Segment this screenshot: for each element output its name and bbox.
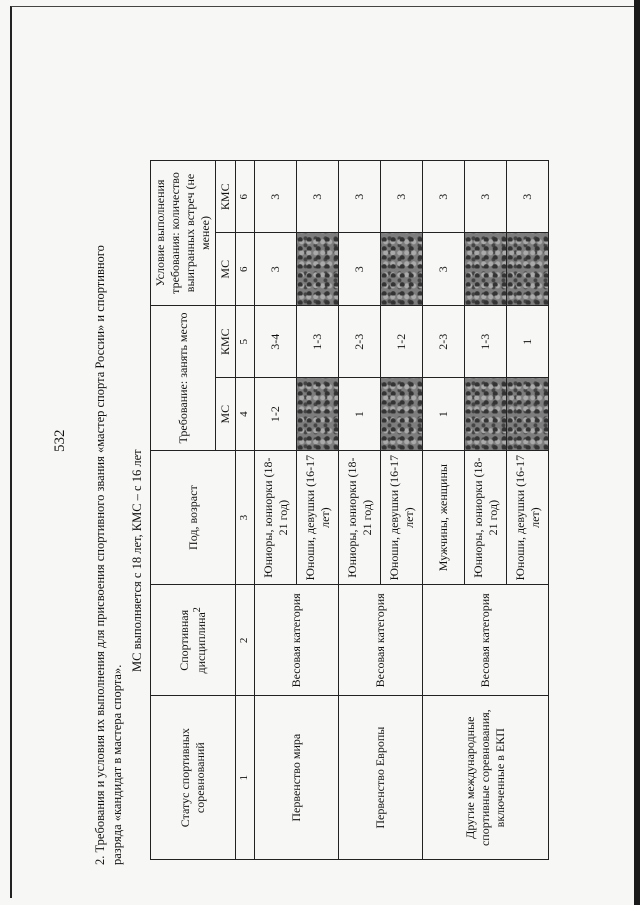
age-cell: Мужчины, женщины: [423, 450, 465, 584]
column-number-row: [236, 161, 255, 860]
place-ms-cell: 1-2: [255, 378, 297, 450]
wins-kms-cell: 3: [339, 161, 381, 234]
column-number: 6: [236, 161, 255, 234]
age-cell: Юноши, девушки (16-17 лет): [381, 450, 423, 584]
table-row: [423, 161, 465, 860]
wins-kms-cell: 3: [423, 161, 465, 234]
place-kms-cell: 1-3: [297, 305, 339, 377]
competition-status: Другие международные спортивные соревнования, включенные в ЕКП: [423, 696, 549, 860]
wins-kms-cell: 3: [465, 161, 507, 234]
requirements-table: [150, 160, 549, 860]
table-row: [255, 161, 297, 860]
age-cell: Юниоры, юниорки (18-21 год): [465, 450, 507, 584]
header-wins-kms: КМС: [216, 161, 236, 234]
wins-ms-cell: [297, 233, 339, 305]
wins-ms-cell: [465, 233, 507, 305]
header-place-ms: МС: [216, 378, 236, 450]
wins-ms-cell: 3: [423, 233, 465, 305]
column-number: 1: [236, 696, 255, 860]
wins-kms-cell: 3: [507, 161, 549, 234]
age-note: МС выполняется с 18 лет, КМС – с 16 лет: [130, 449, 144, 672]
wins-kms-cell: 3: [297, 161, 339, 234]
place-ms-cell: 1: [339, 378, 381, 450]
place-kms-cell: 2-3: [423, 305, 465, 377]
age-cell: Юноши, девушки (16-17 лет): [297, 450, 339, 584]
column-number: 4: [236, 378, 255, 450]
header-wins-ms: МС: [216, 233, 236, 305]
place-ms-cell: [507, 378, 549, 450]
discipline-cell: Весовая категория: [255, 585, 339, 696]
place-ms-cell: 1: [423, 378, 465, 450]
header-status: Статус спортивных соревнований: [151, 696, 236, 860]
wins-ms-cell: 3: [255, 233, 297, 305]
wins-kms-cell: 3: [255, 161, 297, 234]
caption-line-1: 2. Требования и условия их выполнения для присвоения спортивного звания «мастер спорта России» и спортивного: [93, 245, 107, 865]
wins-ms-cell: [381, 233, 423, 305]
header-age: Под, возраст: [151, 450, 236, 584]
table-row: [339, 161, 381, 860]
wins-ms-cell: 3: [339, 233, 381, 305]
header-place: Требование: занять место: [151, 305, 216, 450]
column-number: 2: [236, 585, 255, 696]
place-kms-cell: 1: [507, 305, 549, 377]
place-kms-cell: 1-3: [465, 305, 507, 377]
discipline-cell: Весовая категория: [423, 585, 549, 696]
place-kms-cell: 2-3: [339, 305, 381, 377]
age-cell: Юниоры, юниорки (18-21 год): [339, 450, 381, 584]
place-ms-cell: [297, 378, 339, 450]
caption-line-2: разряда «кандидат в мастера спорта».: [110, 664, 124, 865]
age-cell: Юноши, девушки (16-17 лет): [507, 450, 549, 584]
age-cell: Юниоры, юниорки (18-21 год): [255, 450, 297, 584]
scan-edge: [634, 0, 640, 905]
header-discipline: Спортивная дисциплина$^2$: [151, 585, 236, 696]
competition-status: Первенство мира: [255, 696, 339, 860]
discipline-cell: Весовая категория: [339, 585, 423, 696]
requirements-table-wrap: [150, 160, 549, 860]
place-kms-cell: 1-2: [381, 305, 423, 377]
column-number: 5: [236, 305, 255, 377]
header-place-kms: КМС: [216, 305, 236, 377]
wins-kms-cell: 3: [381, 161, 423, 234]
place-ms-cell: [381, 378, 423, 450]
place-ms-cell: [465, 378, 507, 450]
place-kms-cell: 3-4: [255, 305, 297, 377]
column-number: 6: [236, 233, 255, 305]
column-number: 3: [236, 450, 255, 584]
header-condition: Условие выполнения требования: количество выигранных встреч (не менее): [151, 161, 216, 306]
wins-ms-cell: [507, 233, 549, 305]
page-number: 532: [52, 429, 68, 452]
competition-status: Первенство Европы: [339, 696, 423, 860]
